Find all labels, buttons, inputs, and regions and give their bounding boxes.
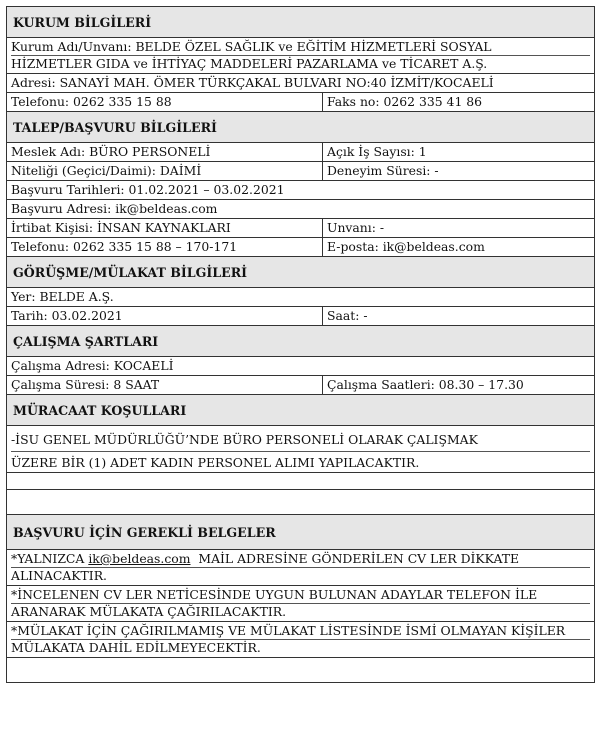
gorusme-yer: Yer: BELDE A.Ş. [7,288,595,307]
belge-item-2-line2: ARANARAK MÜLAKATA ÇAĞIRILACAKTIR. [11,604,287,619]
section-header-muracaat: MÜRACAAT KOŞULLARI [7,395,595,426]
kurum-adi-line1: Kurum Adı/Unvanı: BELDE ÖZEL SAĞLIK ve EĞİTİM HİZMETLERİ SOSYAL [11,39,590,56]
kurum-adi-line2: HİZMETLER GIDA ve İHTİYAÇ MADDELERİ PAZARLAMA ve TİCARET A.Ş. [11,56,488,71]
belge-item-1-suffix: MAİL ADRESİNE GÖNDERİLEN CV LER DİKKATE [190,551,520,566]
meslek-adi: Meslek Adı: BÜRO PERSONELİ [7,143,323,162]
calisma-adresi: Çalışma Adresi: KOCAELİ [7,357,595,376]
kurum-telefon: Telefonu: 0262 335 15 88 [7,93,323,112]
basvuru-adresi: Başvuru Adresi: ik@beldeas.com [7,200,595,219]
talep-telefon: Telefonu: 0262 335 15 88 – 170-171 [7,238,323,257]
empty-row [7,658,595,683]
belge-item-1-line2: ALINACAKTIR. [11,568,107,583]
gorusme-tarih: Tarih: 03.02.2021 [7,307,323,326]
section-header-belgeler: BAŞVURU İÇİN GEREKLİ BELGELER [7,515,595,550]
kurum-adi [7,38,595,74]
niteligi: Niteliği (Geçici/Daimi): DAİMİ [7,162,323,181]
muracaat-line1: -İSU GENEL MÜDÜRLÜĞÜ’NDE BÜRO PERSONELİ OLARAK ÇALIŞMAK [11,432,590,452]
job-posting-table [6,6,595,683]
empty-row [7,473,595,490]
gorusme-saat: Saat: - [323,307,595,326]
kurum-adres: Adresi: SANAYİ MAH. ÖMER TÜRKÇAKAL BULVARI NO:40 İZMİT/KOCAELİ [7,74,595,93]
belge-item-2-line1: *İNCELENEN CV LER NETİCESİNDE UYGUN BULUNAN ADAYLAR TELEFON İLE [11,587,590,604]
section-header-talep: TALEP/BAŞVURU BİLGİLERİ [7,112,595,143]
empty-row [7,490,595,515]
deneyim-suresi: Deneyim Süresi: - [323,162,595,181]
section-header-kurum: KURUM BİLGİLERİ [7,7,595,38]
calisma-suresi: Çalışma Süresi: 8 SAAT [7,376,323,395]
talep-eposta: E-posta: ik@beldeas.com [323,238,595,257]
kurum-faks: Faks no: 0262 335 41 86 [323,93,595,112]
calisma-saatleri: Çalışma Saatleri: 08.30 – 17.30 [323,376,595,395]
belge-item-1 [7,550,595,586]
belge-item-3-line1: *MÜLAKAT İÇİN ÇAĞIRILMAMIŞ VE MÜLAKAT LİSTESİNDE İSMİ OLMAYAN KİŞİLER [11,623,590,640]
belge-item-2 [7,586,595,622]
belge-item-1-line1 [11,551,590,568]
muracaat-kosullari [7,426,595,473]
belge-item-3 [7,622,595,658]
unvani: Unvanı: - [323,219,595,238]
basvuru-tarihleri: Başvuru Tarihleri: 01.02.2021 – 03.02.2021 [7,181,595,200]
belge-item-1-prefix: *YALNIZCA [11,551,89,566]
muracaat-line2: ÜZERE BİR (1) ADET KADIN PERSONEL ALIMI YAPILACAKTIR. [11,455,420,470]
section-header-gorusme: GÖRÜŞME/MÜLAKAT BİLGİLERİ [7,257,595,288]
irtibat-kisisi: İrtibat Kişisi: İNSAN KAYNAKLARI [7,219,323,238]
job-posting-document [6,6,600,683]
section-header-calisma: ÇALIŞMA ŞARTLARI [7,326,595,357]
email-link[interactable]: ik@beldeas.com [88,551,191,566]
acik-is-sayisi: Açık İş Sayısı: 1 [323,143,595,162]
belge-item-3-line2: MÜLAKATA DAHİL EDİLMEYECEKTİR. [11,640,261,655]
